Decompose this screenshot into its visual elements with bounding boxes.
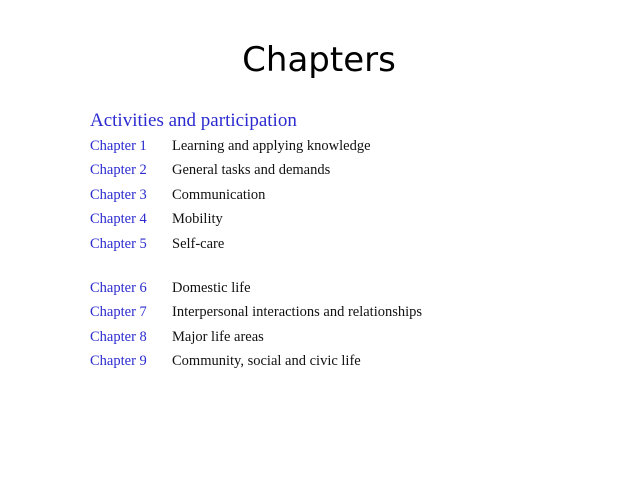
chapter-number: Chapter 7 bbox=[90, 304, 147, 320]
section-heading: Activities and participation bbox=[90, 110, 297, 131]
chapter-number: Chapter 9 bbox=[90, 353, 147, 369]
chapter-name: General tasks and demands bbox=[172, 162, 331, 178]
chapter-name: Learning and applying knowledge bbox=[172, 138, 371, 154]
chapter-number: Chapter 4 bbox=[90, 211, 147, 227]
chapter-number: Chapter 2 bbox=[90, 162, 147, 178]
chapter-name: Major life areas bbox=[172, 329, 264, 345]
chapter-name: Community, social and civic life bbox=[172, 353, 361, 369]
chapter-name: Mobility bbox=[172, 211, 223, 227]
chapter-number: Chapter 3 bbox=[90, 187, 147, 203]
chapter-name: Communication bbox=[172, 187, 266, 203]
slide-title: Chapters bbox=[242, 40, 396, 80]
chapter-number: Chapter 6 bbox=[90, 280, 147, 296]
chapter-number: Chapter 5 bbox=[90, 236, 147, 252]
chapter-number: Chapter 8 bbox=[90, 329, 147, 345]
chapter-name: Self-care bbox=[172, 236, 225, 252]
chapter-name: Domestic life bbox=[172, 280, 251, 296]
chapter-number: Chapter 1 bbox=[90, 138, 147, 154]
chapter-name: Interpersonal interactions and relationships bbox=[172, 304, 423, 320]
